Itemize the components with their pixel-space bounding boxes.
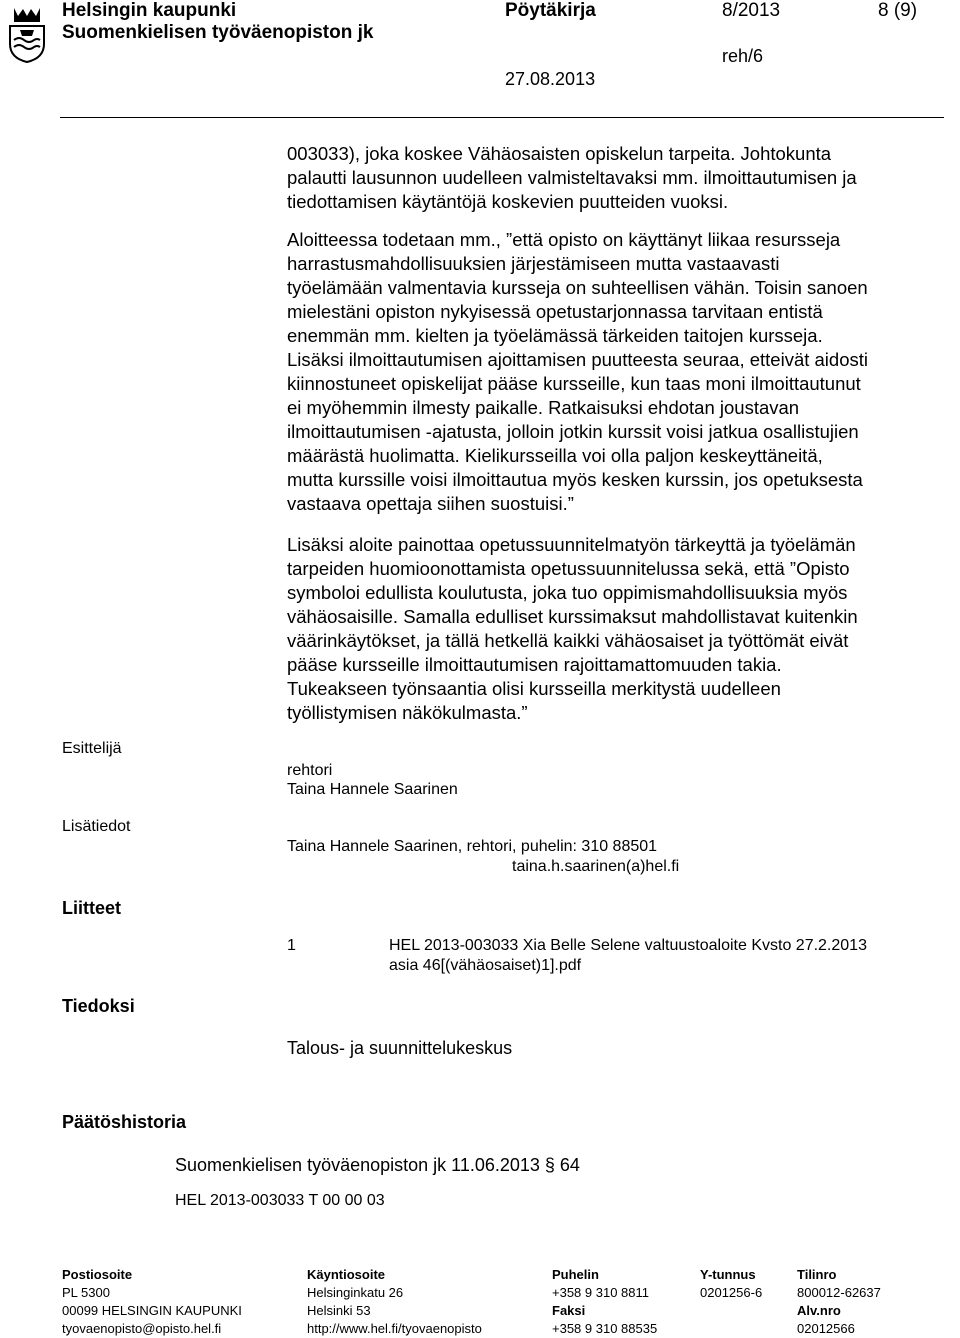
text-line: tarpeiden huomioonottamista opetussuunnitelussa sekä, että ”Opisto (287, 558, 850, 579)
footer-web-link[interactable]: http://www.hel.fi/tyovaenopisto (307, 1321, 482, 1336)
header-divider (60, 117, 944, 118)
header-page: 8 (9) (878, 0, 918, 21)
footer-text: 800012-62637 (797, 1285, 881, 1300)
footer-kayntiosoite (307, 1266, 482, 1338)
text-line: palautti lausunnon uudelleen valmisteltavaksi mm. ilmoittautumisen ja (287, 167, 857, 188)
liitteet-attachment-link[interactable]: HEL 2013-003033 Xia Belle Selene valtuustoaloite Kvsto 27.2.2013 (389, 937, 867, 954)
text-line: ei myöhemmin ilmesty paikalle. Ratkaisuksi ehdotan joustavan (287, 397, 800, 418)
footer-heading: Käyntiosoite (307, 1267, 386, 1282)
footer-text: +358 9 310 88535 (552, 1321, 658, 1336)
tiedoksi-value: Talous- ja suunnittelukeskus (287, 1038, 513, 1058)
text-line: työllistymisen näkökulmasta.” (287, 702, 528, 723)
header-unit: Suomenkielisen työväenopiston jk (62, 22, 374, 43)
footer-heading: Faksi (552, 1303, 586, 1318)
footer-postiosoite (62, 1266, 242, 1338)
tiedoksi-label: Tiedoksi (62, 996, 135, 1016)
footer-heading: Alv.nro (797, 1303, 841, 1318)
footer-heading: Puhelin (552, 1267, 599, 1282)
text-line: työelämään valmentavia kursseja on suhteellisen vähän. Toisin sanoen (287, 277, 868, 298)
lisatiedot-contact: Taina Hannele Saarinen, rehtori, puhelin: 310 88501 (287, 838, 658, 855)
text-line: ilmoittautumisen -ajatusta, jolloin jotkin kurssit voisi jatkua osallistujien (287, 421, 859, 442)
esittelija-label: Esittelijä (62, 740, 122, 757)
lisatiedot-label: Lisätiedot (62, 818, 131, 835)
footer-text: 02012566 (797, 1321, 855, 1336)
text-line: Lisäksi ilmoittautumisen ajoittamisen puutteesta seuraa, etteivät aidosti (287, 349, 868, 370)
footer-text: Helsinki 53 (307, 1303, 371, 1318)
footer-heading: Tilinro (797, 1267, 837, 1282)
helsinki-crest-icon (6, 4, 48, 64)
liitteet-label: Liitteet (62, 898, 122, 918)
text-line: harrastusmahdollisuuksien järjestämiseen mutta vastaavasti (287, 253, 780, 274)
footer-text: Helsinginkatu 26 (307, 1285, 404, 1300)
paatoshistoria-line1: Suomenkielisen työväenopiston jk 11.06.2013 § 64 (175, 1155, 580, 1175)
footer-ytunnus (700, 1266, 762, 1302)
text-line: kiinnostuneet opiskelijat pääse kursseille, kun taas moni ilmoittautunut (287, 373, 861, 394)
text-line: väärinkäytökset, ja tällä hetkellä kaikki vähäosaiset ja työttömät eivät (287, 630, 849, 651)
text-line: Aloitteessa todetaan mm., ”että opisto on käyttänyt liikaa resursseja (287, 229, 841, 250)
text-line: tiedottamisen käytäntöjä koskevien puutteiden vuoksi. (287, 191, 729, 212)
header-doc-type: Pöytäkirja (505, 0, 596, 21)
lisatiedot-email: taina.h.saarinen(a)hel.fi (512, 858, 680, 875)
text-line: symboloi edullista koulutusta, joka tuo oppimismahdollisuuksia myös (287, 582, 848, 603)
text-line: vähäosaisille. Samalla edulliset kurssimaksut mahdollistavat kuitenkin (287, 606, 858, 627)
text-line: vastaava opettaja siihen suostuisi.” (287, 493, 574, 514)
footer-heading: Postiosoite (62, 1267, 133, 1282)
footer-text: PL 5300 (62, 1285, 110, 1300)
header-number: 8/2013 (722, 0, 781, 21)
paatoshistoria-line2: HEL 2013-003033 T 00 00 03 (175, 1192, 385, 1209)
text-line: määrästä huolimatta. Kielikursseilla voi olla paljon keskeyttäneitä, (287, 445, 823, 466)
text-line: Tukeakseen työnsaantia olisi kursseilla merkitystä uudelleen (287, 678, 781, 699)
header-section: reh/6 (722, 46, 764, 66)
body-paragraph-2 (287, 228, 937, 516)
paatoshistoria-label: Päätöshistoria (62, 1112, 187, 1132)
footer-text: +358 9 310 8811 (552, 1285, 649, 1300)
text-line: enemmän mm. kielten ja työelämässä tärkeiden taitojen kursseja. (287, 325, 823, 346)
text-line: Lisäksi aloite painottaa opetussuunnitelmatyön tärkeyttä ja työelämän (287, 534, 856, 555)
header-org: Helsingin kaupunki (62, 0, 237, 21)
body-paragraph-1 (287, 142, 937, 214)
header-date: 27.08.2013 (505, 69, 596, 89)
text-line: pääse kursseille ilmoittautumisen rajoittamattomuuden takia. (287, 654, 782, 675)
liitteet-attachment-file[interactable]: asia 46[(vähäosaiset)1].pdf (389, 957, 582, 974)
footer-tilinro (797, 1266, 881, 1338)
body-paragraph-3 (287, 533, 937, 725)
footer-text: 00099 HELSINGIN KAUPUNKI (62, 1303, 242, 1318)
text-line: 003033), joka koskee Vähäosaisten opiskelun tarpeita. Johtokunta (287, 143, 832, 164)
esittelija-title: rehtori (287, 762, 333, 779)
footer-heading: Y-tunnus (700, 1267, 756, 1282)
esittelija-name: Taina Hannele Saarinen (287, 781, 458, 798)
footer-email-link[interactable]: tyovaenopisto@opisto.hel.fi (62, 1321, 222, 1336)
footer-puhelin (552, 1266, 657, 1338)
text-line: mielestäni opiston nykyisessä opetustarjonnassa tarvitaan entistä (287, 301, 823, 322)
text-line: mutta kurssille voisi ilmoittautua myös kesken kurssin, jos opetuksesta (287, 469, 863, 490)
footer-text: 0201256-6 (700, 1285, 763, 1300)
liitteet-number: 1 (287, 937, 296, 954)
